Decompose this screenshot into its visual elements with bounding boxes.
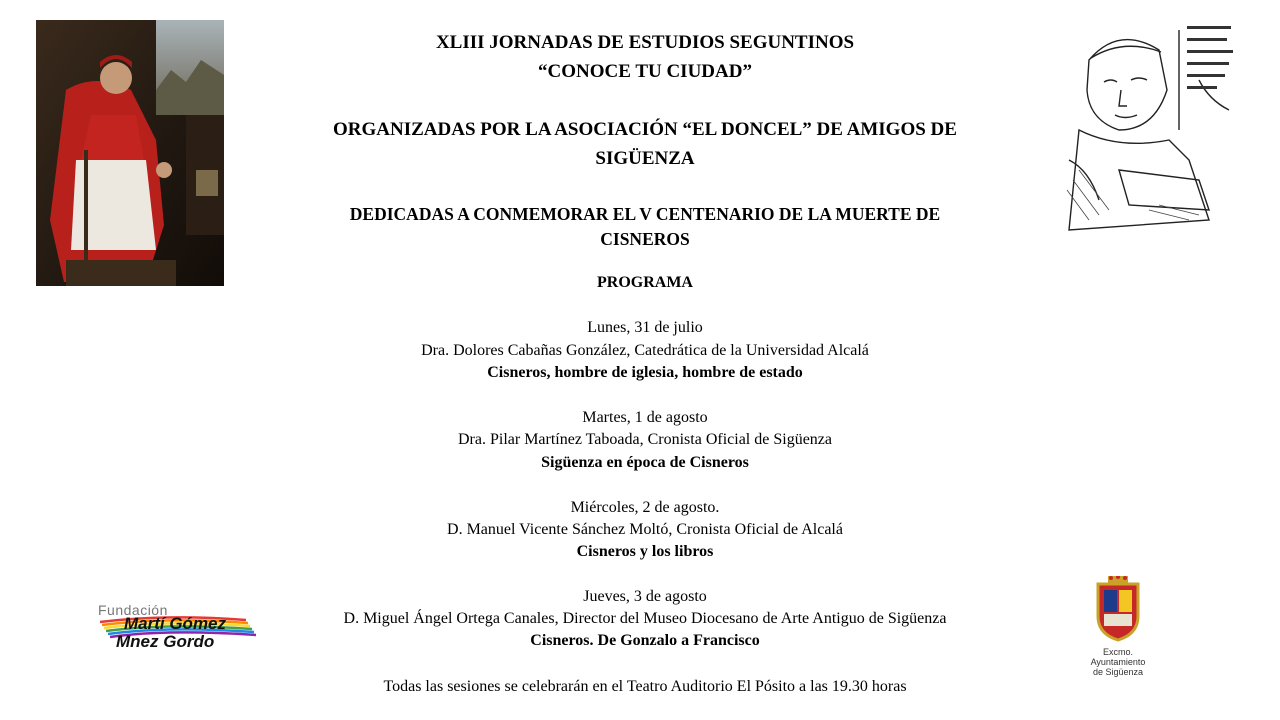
venue-note: Todas las sesiones se celebrarán en el Teatro Auditorio El Pósito a las 19.30 horas (383, 678, 907, 695)
ayuntamiento-logo (1080, 576, 1156, 684)
session-speaker: Dra. Dolores Cabañas González, Catedrática de la Universidad Alcalá (421, 342, 869, 359)
ayuntamiento-line-1: Excmo. (1102, 647, 1133, 657)
fundacion-name-bottom: Mnez Gordo (116, 632, 215, 651)
fundacion-word: Fundación (98, 602, 168, 618)
session-date: Martes, 1 de agosto (582, 409, 708, 426)
session-speaker: Dra. Pilar Martínez Taboada, Cronista Oficial de Sigüenza (457, 431, 832, 448)
programa-heading: PROGRAMA (597, 274, 693, 291)
session-speaker: D. Miguel Ángel Ortega Canales, Director del Museo Diocesano de Arte Antiguo de Sigüenza (343, 610, 947, 627)
event-title: XLIII JORNADAS DE ESTUDIOS SEGUNTINOS (435, 32, 855, 53)
session-date: Miércoles, 2 de agosto. (570, 499, 720, 516)
session-title: Sigüenza en época de Cisneros (541, 454, 749, 471)
session-date: Jueves, 3 de agosto (583, 588, 707, 605)
session-title: Cisneros, hombre de iglesia, hombre de estado (487, 364, 803, 381)
organizer-line-1: ORGANIZADAS POR LA ASOCIACIÓN “EL DONCEL” DE AMIGOS DE (333, 119, 957, 140)
fundacion-logo (96, 600, 266, 656)
organizer-line-2: SIGÜENZA (595, 148, 695, 169)
session-date: Lunes, 31 de julio (587, 319, 703, 336)
fundacion-name-top: Martí Gómez (124, 614, 227, 633)
session-title: Cisneros y los libros (576, 543, 714, 560)
ayuntamiento-line-2: Ayuntamiento (1090, 657, 1146, 667)
ayuntamiento-line-3: de Sigüenza (1092, 667, 1144, 677)
event-subtitle: “CONOCE TU CIUDAD” (538, 61, 752, 82)
session-speaker: D. Manuel Vicente Sánchez Moltó, Cronista Oficial de Alcalá (447, 521, 843, 538)
coat-of-arms-icon (1080, 576, 1156, 642)
session-title: Cisneros. De Gonzalo a Francisco (530, 632, 760, 649)
dedication-line-2: CISNEROS (600, 229, 690, 249)
dedication-line-1: DEDICADAS A CONMEMORAR EL V CENTENARIO DE LA MUERTE DE (349, 204, 941, 224)
